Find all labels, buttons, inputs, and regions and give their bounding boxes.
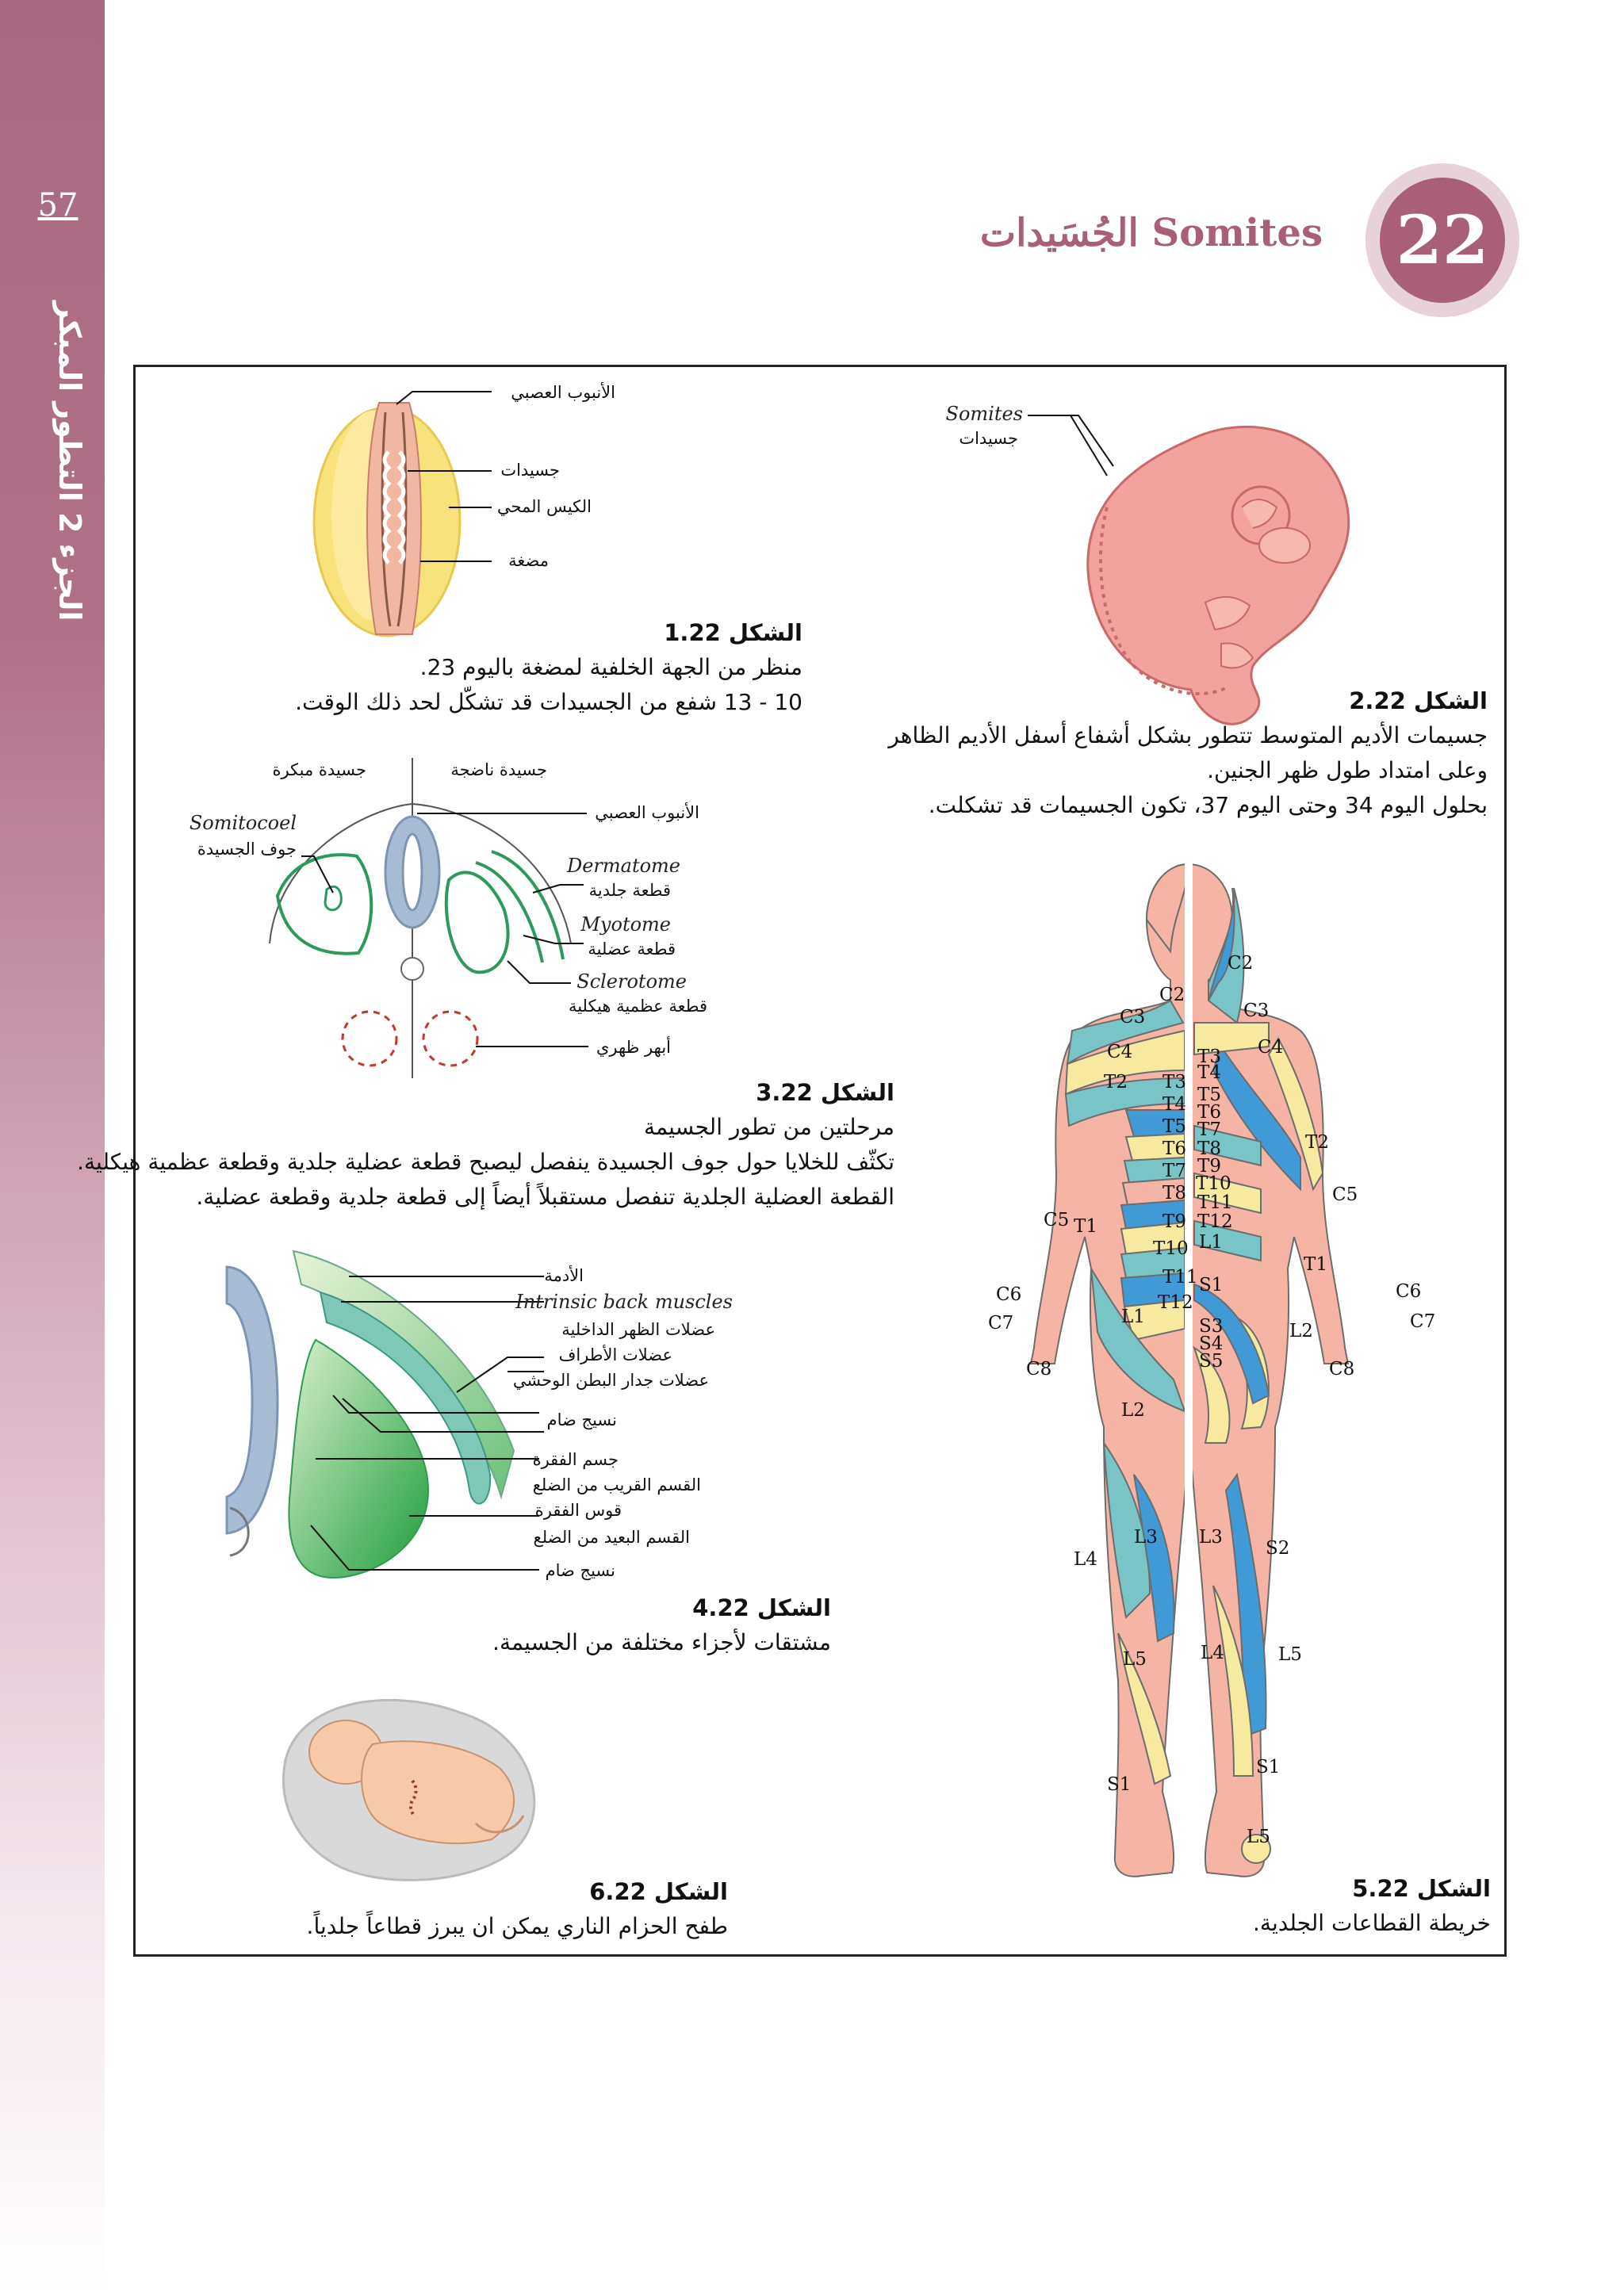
caption-fig-6-title: الشكل 6.22 [589,1878,728,1905]
f3-sclerotome-en-label: Sclerotome [576,970,687,993]
seg-t12-front: T12 [1158,1292,1193,1313]
seg-t4-back: T4 [1197,1062,1221,1083]
seg-t1-back: T1 [1304,1254,1327,1275]
seg-c4-front: C4 [1107,1042,1133,1062]
seg-t2-back: T2 [1305,1132,1329,1153]
seg-t5-front: T5 [1162,1116,1186,1137]
seg-t11-back: T11 [1197,1192,1233,1213]
figure-1-embryo [314,382,615,636]
seg-l4-front: L4 [1074,1549,1097,1570]
f4-ventral-wall-label: عضلات جدار البطن الوحشي [512,1371,709,1390]
seg-c2-front: C2 [1159,985,1185,1005]
seg-t10-back: T10 [1196,1173,1231,1194]
seg-c6-back: C6 [1396,1281,1422,1302]
f4-intrinsic-en-label: Intrinsic back muscles [515,1291,733,1313]
seg-t5-back: T5 [1197,1085,1221,1105]
seg-s1-front: S1 [1107,1774,1132,1795]
caption-fig-5-title: الشكل 5.22 [1352,1875,1491,1902]
caption-fig-1-line-1: منظر من الجهة الخلفية لمضغة باليوم 23. [419,654,802,680]
seg-t3-back: T3 [1197,1047,1221,1067]
f4-distal-rib-label: القسم البعيد من الضلع [533,1528,690,1547]
caption-fig-2-line-3: بحلول اليوم 34 وحتى اليوم 37، تكون الجسيمات قد تشكلت. [928,792,1488,818]
seg-c4-back: C4 [1258,1037,1284,1058]
seg-l1-front: L1 [1121,1307,1145,1327]
chapter-number: 22 [1380,178,1505,303]
seg-s1-back: S1 [1256,1757,1281,1777]
f1-somites-label: جسيدات [500,461,560,480]
seg-s4: S4 [1199,1334,1224,1354]
caption-fig-2-title: الشكل 2.22 [1349,687,1488,714]
seg-t4-front: T4 [1162,1094,1186,1115]
f4-connective2-label: نسيج ضام [545,1561,615,1580]
f1-embryo-label: مضغة [508,551,549,570]
seg-t3-front: T3 [1162,1072,1186,1093]
f2-somites-en-label: Somites [945,403,1023,425]
seg-l3-back: L3 [1199,1527,1223,1548]
f1-yolk-sac-label: الكيس المحي [496,497,592,516]
seg-c3-back: C3 [1243,1001,1270,1021]
seg-t6-back: T6 [1197,1102,1221,1123]
caption-fig-2-line-1: جسيمات الأديم المتوسط تتطور بشكل أشفاع أسفل الأديم الظاهر [888,722,1488,748]
f4-connective1-label: نسيج ضام [546,1410,617,1429]
figure-6-infant [284,1700,534,1880]
seg-c8-back: C8 [1329,1359,1355,1380]
seg-t9-front: T9 [1162,1211,1186,1232]
caption-fig-1 [295,615,802,720]
seg-c6-front: C6 [996,1284,1022,1305]
caption-fig-3-title: الشكل 3.22 [756,1079,894,1106]
seg-l5-front: L5 [1123,1649,1147,1670]
f3-somitocoel-en-label: Somitocoel [189,812,297,834]
seg-s2-back: S2 [1266,1538,1290,1559]
figure-3-somite-section [190,758,707,1078]
seg-t6-front: T6 [1162,1138,1186,1159]
caption-fig-1-title: الشكل 1.22 [664,619,802,646]
f4-dermis-label: الأدمة [544,1266,584,1285]
figure-4-derivatives [227,1251,733,1580]
f3-early-somite-label: جسيدة مبكرة [272,760,366,779]
f3-dorsal-aorta-label: أبهر ظهري [596,1038,671,1057]
seg-t8-back: T8 [1197,1138,1221,1159]
caption-fig-1-line-2: 10 - 13 شفع من الجسيدات قد تشكّل لحد ذلك الوقت. [295,689,802,715]
f4-intrinsic-ar-label: عضلات الظهر الداخلية [561,1320,715,1339]
seg-s1-mid: S1 [1199,1275,1224,1295]
seg-l1-back: L1 [1199,1232,1223,1253]
caption-fig-2-line-2: وعلى امتداد طول ظهر الجنين. [1207,757,1488,783]
seg-l2-front: L2 [1121,1400,1145,1421]
f3-neural-tube-label: الأنبوب العصبي [595,803,699,822]
f2-somites-ar-label: جسيدات [959,429,1018,448]
caption-fig-3-line-2: تكثّف للخلايا حول جوف الجسيدة ينفصل ليصبح قطعة عضلية جلدية وقطعة عظمية هيكلية. [77,1149,894,1175]
figure-5-dermatome-map [988,853,1435,1881]
f3-somitocoel-ar-label: جوف الجسيدة [197,840,297,859]
part-label: الجزء 2 التطور المبكر [52,301,87,622]
seg-c5-back: C5 [1332,1184,1358,1205]
caption-fig-3-line-1: مرحلتين من تطور الجسيمة [643,1114,894,1140]
seg-c2-back: C2 [1228,953,1254,974]
caption-fig-3 [77,1075,894,1215]
caption-fig-5-line-1: خريطة القطاعات الجلدية. [1253,1910,1491,1936]
f3-sclerotome-ar-label: قطعة عظمية هيكلية [568,997,707,1016]
seg-t11-front: T11 [1162,1267,1198,1288]
f3-myotome-en-label: Myotome [580,913,671,936]
seg-c5-front: C5 [1044,1210,1070,1230]
seg-t12-back: T12 [1197,1211,1233,1232]
seg-c8-front: C8 [1026,1359,1052,1380]
caption-fig-6 [307,1874,728,1944]
caption-fig-6-line-1: طفح الحزام الناري يمكن ان يبرز قطاعاً جلدياً. [306,1913,728,1939]
f1-neural-tube-label: الأنبوب العصبي [511,383,615,402]
figure-2-embryo [946,403,1349,724]
seg-l5-back: L5 [1278,1644,1302,1665]
seg-t10-front: T10 [1153,1238,1189,1259]
seg-l2-back: L2 [1289,1321,1313,1341]
caption-fig-2 [888,683,1488,823]
f4-limb-muscles-label: عضلات الأطراف [558,1345,672,1364]
f4-proximal-rib-label: القسم القريب من الضلع [532,1475,701,1494]
page-number: 57 [37,187,79,224]
caption-fig-4-line-1: مشتقات لأجزاء مختلفة من الجسيمة. [492,1629,831,1655]
caption-fig-3-line-3: القطعة العضلية الجلدية تنفصل مستقبلاً أيضاً إلى قطعة جلدية وقطعة عضلية. [196,1184,894,1210]
f3-myotome-ar-label: قطعة عضلية [588,939,676,959]
f4-vertebral-arch-label: قوس الفقرة [534,1501,622,1520]
seg-t8-front: T8 [1162,1183,1186,1203]
f3-dermatome-en-label: Dermatome [566,855,680,877]
seg-l3-front: L3 [1134,1527,1158,1548]
seg-t7-back: T7 [1197,1119,1221,1140]
f4-vertebral-body-label: جسم الفقرة [532,1450,619,1469]
seg-l5-foot: L5 [1247,1827,1270,1847]
caption-fig-4-title: الشكل 4.22 [692,1594,831,1621]
seg-s5: S5 [1199,1351,1224,1372]
f3-dermatome-ar-label: قطعة جلدية [588,881,671,900]
seg-l4-back: L4 [1201,1643,1224,1663]
f3-mature-somite-label: جسيدة ناضجة [450,760,547,779]
seg-c7-back: C7 [1410,1311,1436,1332]
caption-fig-5 [1253,1871,1491,1941]
seg-t2-front: T2 [1104,1072,1128,1093]
caption-fig-4 [492,1590,831,1660]
chapter-title: الجُسَيدات Somites [979,211,1323,255]
seg-t7-front: T7 [1162,1161,1186,1181]
seg-t1-front: T1 [1074,1216,1097,1237]
seg-s3: S3 [1199,1316,1224,1337]
seg-c3-front: C3 [1120,1007,1146,1027]
seg-t9-back: T9 [1197,1156,1221,1177]
seg-c7-front: C7 [988,1313,1014,1334]
